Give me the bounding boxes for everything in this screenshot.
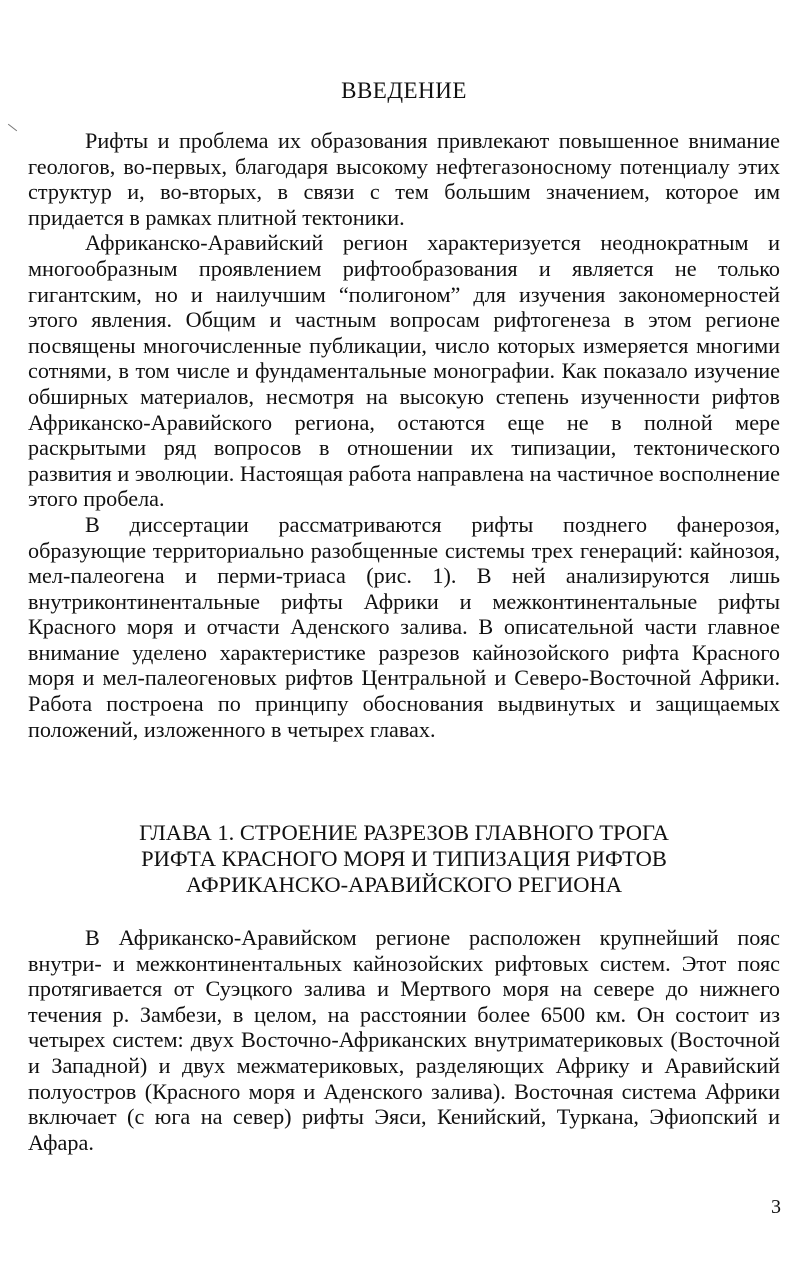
chapter-heading (28, 820, 780, 898)
chapter-text-block (28, 925, 780, 1155)
page-number: 3 (771, 1196, 781, 1218)
intro-paragraph-3: В диссертации рассматриваются рифты позднего фанерозоя, образующие территориально разобщенные системы трех генераций: кайнозоя, мел-палеогена и перми-триаса (рис. 1). В ней анализируются лишь внутриконтинентальные рифты Африки и межконтинентальные рифты Красного моря и отчасти Аденского залива. В описательной части главное внимание уделено характеристике разрезов кайнозойского рифта Красного моря и мел-палеогеновых рифтов Центральной и Северо-Восточной Африки. Работа построена по принципу обоснования выдвинутых и защищаемых положений, изложенного в четырех главах. (28, 511, 780, 742)
intro-paragraph-1: Рифты и проблема их образования привлекают повышенное внимание геологов, во-первых, благодаря высокому нефтегазоносному потенциалу этих структур и, во-вторых, в связи с тем большим значением, которое им придается в рамках плитной тектоники. (28, 128, 780, 230)
chapter-paragraph-1: В Африканско-Аравийском регионе расположен крупнейший пояс внутри- и межконтинентальных кайнозойских рифтовых систем. Этот пояс протягивается от Суэцкого залива и Мертвого моря на севере до нижнего течения р. Замбези, в целом, на расстоянии более 6500 км. Он состоит из четырех систем: двух Восточно-Африканских внутриматериковых (Восточной и Западной) и двух межматериковых, разделяющих Африку и Аравийский полуостров (Красного моря и Аденского залива). Восточная система Африки включает (с юга на север) рифты Эяси, Кенийский, Туркана, Эфиопский и Афара. (28, 925, 780, 1155)
intro-text-block (28, 128, 780, 742)
chapter-heading-line-3: АФРИКАНСКО-АРАВИЙСКОГО РЕГИОНА (186, 872, 622, 897)
chapter-heading-line-2: РИФТА КРАСНОГО МОРЯ И ТИПИЗАЦИЯ РИФТОВ (141, 846, 667, 871)
scan-artifact-mark (8, 124, 17, 132)
intro-paragraph-2: Африканско-Аравийский регион характеризуется неоднократным и многообразным проявлением рифтообразования и является не только гигантским, но и наилучшим “полигоном” для изучения закономерностей этого явления. Общим и частным вопросам рифтогенеза в этом регионе посвящены многочисленные публикации, число которых измеряется многими сотнями, в том числе и фундаментальные монографии. Как показало изучение обширных материалов, несмотря на высокую степень изученности рифтов Африканско-Аравийского региона, остаются еще не в полной мере раскрытыми ряд вопросов в отношении их типизации, тектонического развития и эволюции. Настоящая работа направлена на частичное восполнение этого пробела. (28, 230, 780, 512)
chapter-heading-line-1: ГЛАВА 1. СТРОЕНИЕ РАЗРЕЗОВ ГЛАВНОГО ТРОГА (139, 820, 669, 845)
section-title: ВВЕДЕНИЕ (341, 78, 467, 103)
